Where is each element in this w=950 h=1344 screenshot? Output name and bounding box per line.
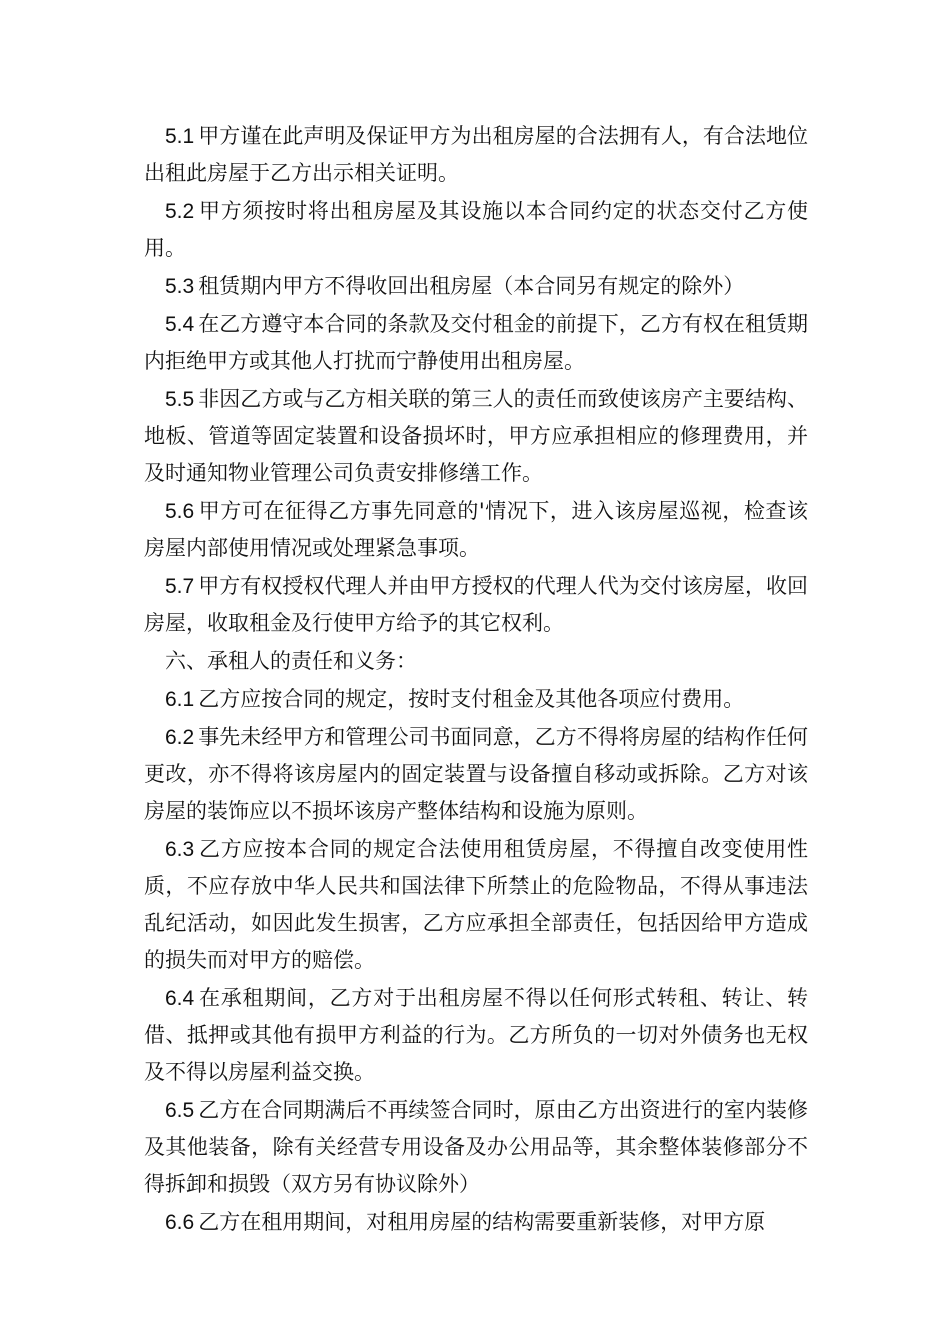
clause-number: 6.1 (165, 688, 195, 711)
clause-text: 甲方谨在此声明及保证甲方为出租房屋的合法拥有人，有合法地位出租此房屋于乙方出示相关证明。 (144, 124, 808, 185)
clause-number: 6.2 (165, 726, 195, 749)
clause-6-6 (144, 1204, 808, 1241)
clause-text: 在承租期间，乙方对于出租房屋不得以任何形式转租、转让、转借、抵押或其他有损甲方利益的行为。乙方所负的一切对外债务也无权及不得以房屋利益交换。 (144, 986, 808, 1084)
document-body (144, 118, 808, 1242)
clause-text: 甲方可在征得乙方事先同意的'情况下，进入该房屋巡视，检查该房屋内部使用情况或处理紧急事项。 (144, 499, 808, 560)
clause-6-3 (144, 831, 808, 979)
clause-number: 5.4 (165, 313, 195, 336)
clause-5-1 (144, 118, 808, 192)
clause-number: 5.3 (165, 275, 195, 298)
clause-text: 在乙方遵守本合同的条款及交付租金的前提下，乙方有权在租赁期内拒绝甲方或其他人打扰而宁静使用出租房屋。 (144, 312, 808, 373)
clause-text: 甲方须按时将出租房屋及其设施以本合同约定的状态交付乙方使用。 (144, 199, 808, 260)
section-heading-text: 六、承租人的责任和义务： (165, 649, 417, 673)
clause-number: 6.6 (165, 1211, 195, 1234)
clause-5-2 (144, 193, 808, 267)
clause-text: 乙方在租用期间，对租用房屋的结构需要重新装修，对甲方原 (198, 1210, 766, 1234)
clause-text: 租赁期内甲方不得收回出租房屋（本合同另有规定的除外） (198, 274, 745, 298)
clause-number: 5.5 (165, 388, 195, 411)
clause-5-4 (144, 306, 808, 380)
clause-6-2 (144, 719, 808, 830)
section-heading-6 (144, 643, 808, 680)
clause-6-1 (144, 681, 808, 718)
clause-5-5 (144, 381, 808, 492)
clause-number: 6.5 (165, 1099, 195, 1122)
clause-number: 5.2 (165, 200, 195, 223)
clause-number: 5.6 (165, 500, 195, 523)
clause-number: 6.3 (165, 838, 195, 861)
clause-text: 乙方应按合同的规定，按时支付租金及其他各项应付费用。 (198, 687, 745, 711)
clause-6-4 (144, 980, 808, 1091)
clause-number: 6.4 (165, 987, 195, 1010)
clause-text: 事先未经甲方和管理公司书面同意，乙方不得将房屋的结构作任何更改，亦不得将该房屋内的固定装置与设备擅自移动或拆除。乙方对该房屋的装饰应以不损坏该房产整体结构和设施为原则。 (144, 725, 808, 823)
clause-5-7 (144, 568, 808, 642)
clause-text: 乙方在合同期满后不再续签合同时，原由乙方出资进行的室内装修及其他装备，除有关经营专用设备及办公用品等，其余整体装修部分不得拆卸和损毁（双方另有协议除外） (144, 1098, 808, 1196)
clause-6-5 (144, 1092, 808, 1203)
clause-number: 5.7 (165, 575, 195, 598)
clause-text: 非因乙方或与乙方相关联的第三人的责任而致使该房产主要结构、地板、管道等固定装置和设备损坏时，甲方应承担相应的修理费用，并及时通知物业管理公司负责安排修缮工作。 (144, 387, 808, 485)
clause-5-3 (144, 268, 808, 305)
clause-5-6 (144, 493, 808, 567)
clause-number: 5.1 (165, 125, 195, 148)
clause-text: 乙方应按本合同的规定合法使用租赁房屋，不得擅自改变使用性质，不应存放中华人民共和国法律下所禁止的危险物品，不得从事违法乱纪活动，如因此发生损害，乙方应承担全部责任，包括因给甲方造成的损失而对甲方的赔偿。 (144, 837, 808, 972)
clause-text: 甲方有权授权代理人并由甲方授权的代理人代为交付该房屋，收回房屋，收取租金及行使甲方给予的其它权利。 (144, 574, 808, 635)
